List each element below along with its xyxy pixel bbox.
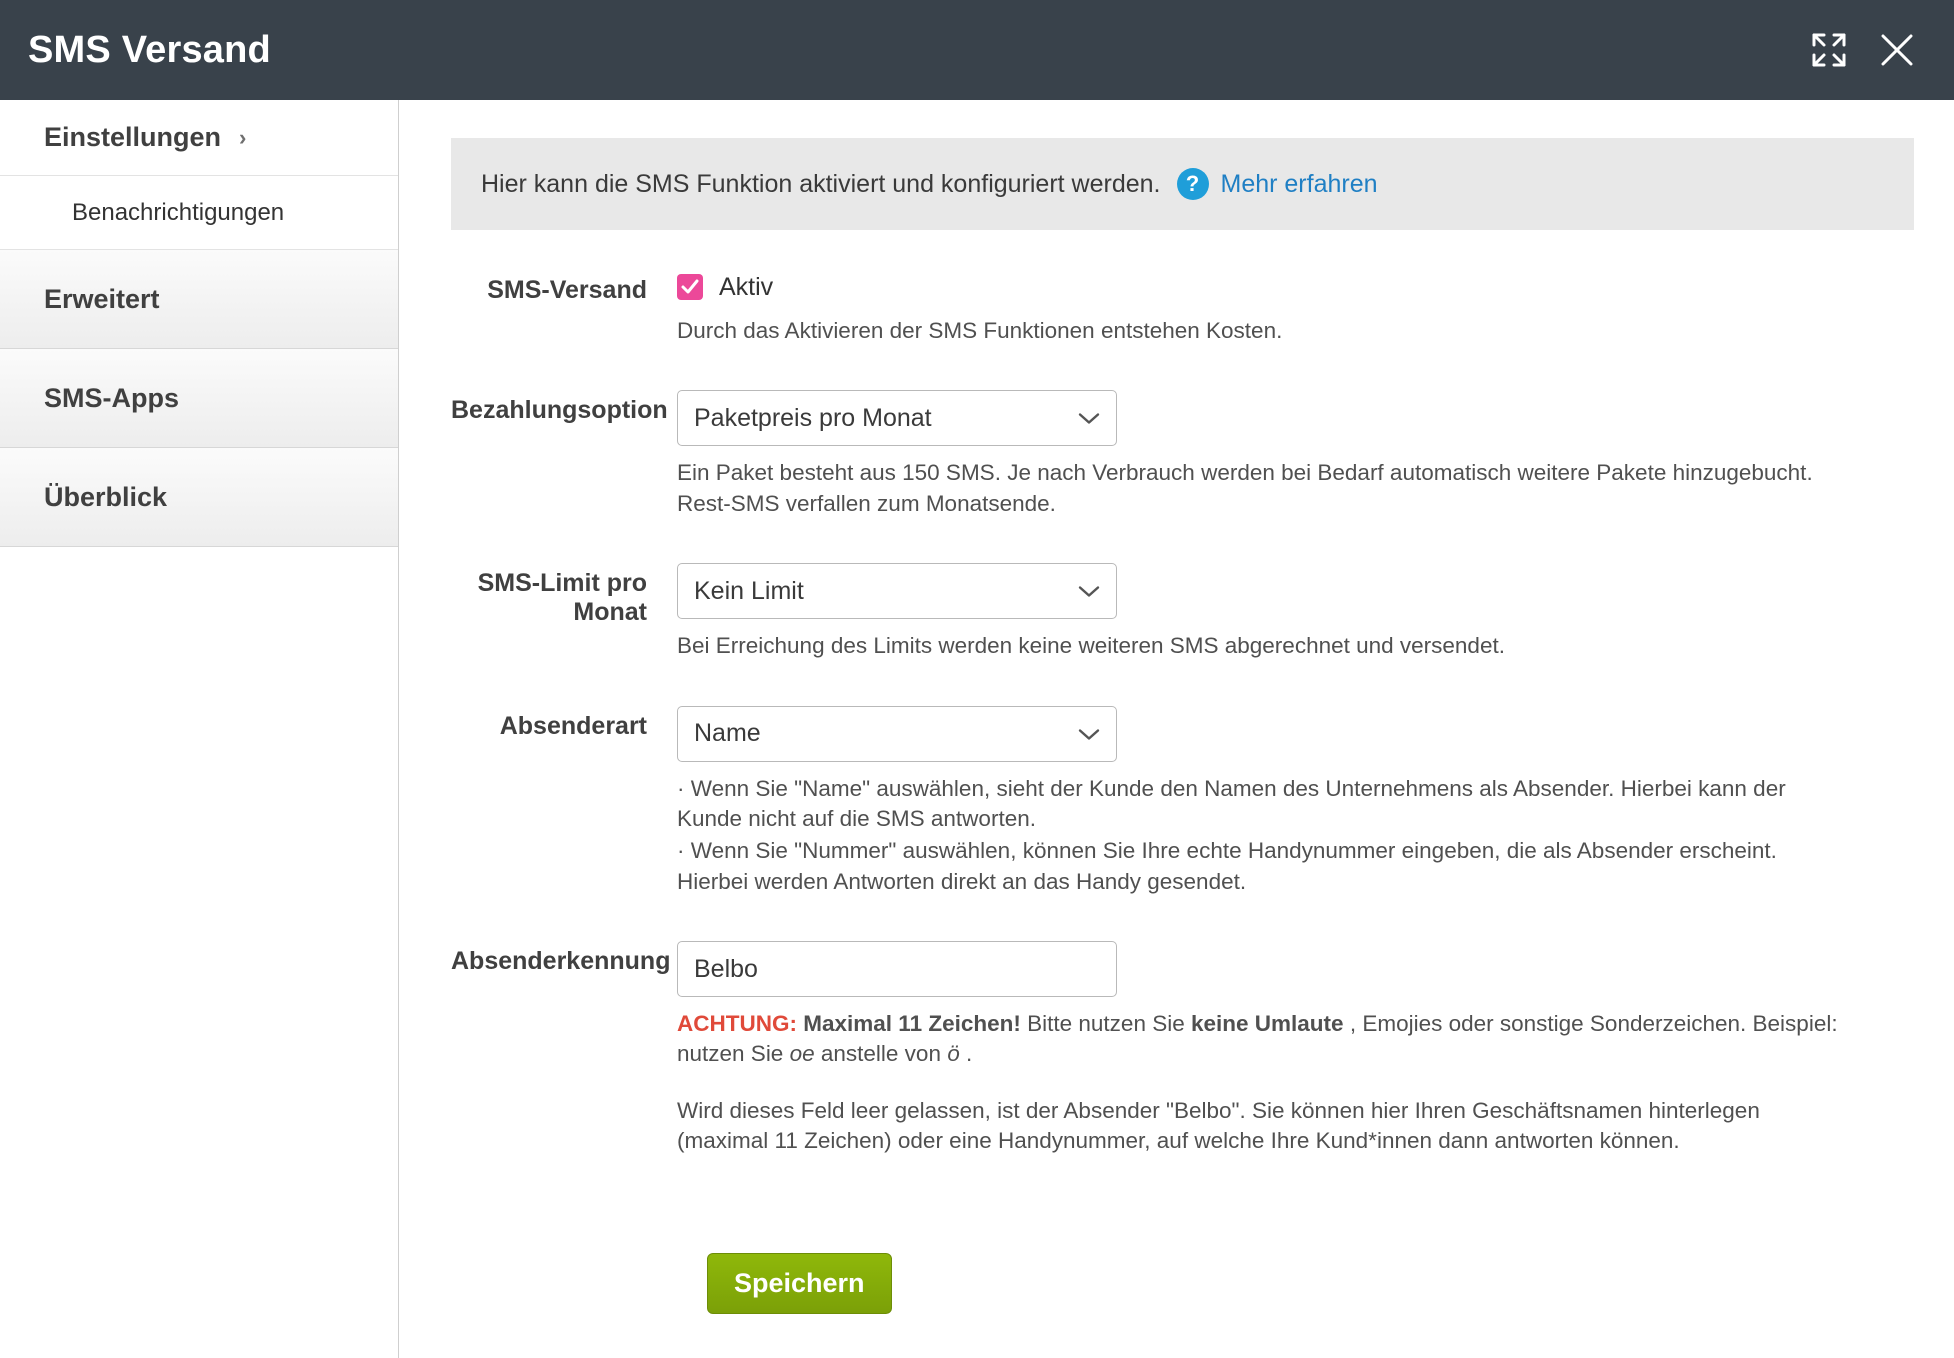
field-label: Absenderkennung <box>451 947 671 975</box>
sidebar-item-label: Benachrichtigungen <box>72 198 285 226</box>
sidebar <box>0 100 399 1358</box>
sms-limit-select[interactable] <box>677 563 1117 619</box>
spacer <box>451 529 1914 563</box>
aktiv-checkbox[interactable] <box>677 274 703 300</box>
select-value: Paketpreis pro Monat <box>694 403 932 432</box>
warning-italic-oe-umlaut: ö <box>947 1041 960 1067</box>
info-banner <box>451 138 1914 230</box>
sms-settings-form <box>451 270 1914 1314</box>
aktiv-checkbox-label: Aktiv <box>719 272 774 301</box>
expand-icon[interactable] <box>1802 23 1856 77</box>
chevron-down-icon <box>1078 577 1100 606</box>
field-label: Bezahlungsoption <box>451 396 668 425</box>
warning-end: . <box>966 1041 973 1067</box>
field-help-text-line2: · Wenn Sie "Nummer" auswählen, können Sie Ihre echte Handynummer eingeben, die als Absender erscheint. Hierbei werden Antworten direkt an das Handy gesendet. <box>677 838 1777 894</box>
absenderkennung-warning <box>677 1009 1842 1070</box>
field-help-text-line1: · Wenn Sie "Name" auswählen, sieht der Kunde den Namen des Unternehmens als Absender. Hierbei kann der Kunde nicht auf die SMS antworten. <box>677 775 1786 831</box>
chevron-right-icon: › <box>239 124 247 150</box>
field-control <box>677 270 1914 346</box>
field-sms-limit <box>451 563 1914 661</box>
select-value: Kein Limit <box>694 576 804 605</box>
spacer <box>451 356 1914 390</box>
spacer <box>451 907 1914 941</box>
warning-italic-oe: oe <box>789 1041 815 1067</box>
sidebar-group-einstellungen[interactable] <box>0 100 398 176</box>
field-control <box>677 390 1914 519</box>
field-help-text: Wird dieses Feld leer gelassen, ist der Absender "Belbo". Sie können hier Ihren Geschäftsnamen hinterlegen (maximal 11 Zeichen) oder eine Handynummer, auf welche Ihre Kund*innen dann antworten können. <box>677 1097 1760 1154</box>
mehr-erfahren-link[interactable]: Mehr erfahren <box>1220 169 1378 198</box>
warning-bold-max: Maximal 11 Zeichen! <box>803 1011 1021 1036</box>
field-sms-versand <box>451 270 1914 346</box>
chevron-down-icon <box>1078 719 1100 748</box>
save-button[interactable]: Speichern <box>707 1253 892 1314</box>
field-control <box>677 563 1914 661</box>
field-label: SMS-Limit pro Monat <box>477 569 647 627</box>
field-absenderart <box>451 706 1914 898</box>
field-control <box>677 706 1914 898</box>
field-bezahlungsoption <box>451 390 1914 519</box>
field-label: Absenderart <box>499 711 647 740</box>
warning-tail: , Emojies oder sonstige Sonderzeichen. Beispiel: nutzen Sie <box>677 1011 1838 1067</box>
sidebar-item-label: Überblick <box>44 481 168 512</box>
spacer <box>451 672 1914 706</box>
aktiv-checkbox-row <box>677 270 1914 304</box>
warning-mid: Bitte nutzen Sie <box>1027 1011 1191 1036</box>
absenderart-select[interactable] <box>677 706 1117 762</box>
page-title: SMS Versand <box>28 28 271 71</box>
sidebar-item-label: SMS-Apps <box>44 382 179 413</box>
field-help-text: Durch das Aktivieren der SMS Funktionen entstehen Kosten. <box>677 318 1283 343</box>
select-value: Name <box>694 719 761 747</box>
sidebar-item-ueberblick[interactable] <box>0 448 398 547</box>
save-row <box>451 1253 1914 1314</box>
warning-prefix: ACHTUNG: <box>677 1011 797 1036</box>
settings-content <box>399 100 1954 1358</box>
field-label: SMS-Versand <box>487 276 647 304</box>
info-banner-text: Hier kann die SMS Funktion aktiviert und konfiguriert werden. <box>481 169 1161 198</box>
bezahlungsoption-select[interactable] <box>677 390 1117 446</box>
chevron-down-icon <box>1078 404 1100 433</box>
close-icon[interactable] <box>1870 23 1924 77</box>
field-help-text: Ein Paket besteht aus 150 SMS. Je nach Verbrauch werden bei Bedarf automatisch weitere Pakete hinzugebucht. Rest-SMS verfallen zum Monatsende. <box>677 460 1813 516</box>
absenderkennung-input[interactable] <box>677 941 1117 997</box>
sidebar-group-label: Einstellungen <box>44 122 222 152</box>
sidebar-item-sms-apps[interactable] <box>0 349 398 448</box>
warning-tail2: anstelle von <box>820 1041 948 1067</box>
field-help-text: Bei Erreichung des Limits werden keine weiteren SMS abgerechnet und versendet. <box>677 633 1505 659</box>
sidebar-item-benachrichtigungen[interactable] <box>0 176 398 250</box>
sidebar-item-erweitert[interactable] <box>0 250 398 349</box>
question-mark-icon[interactable]: ? <box>1177 168 1209 200</box>
sidebar-item-label: Erweitert <box>44 283 160 314</box>
warning-bold-umlaute: keine Umlaute <box>1190 1011 1344 1036</box>
field-control <box>677 941 1914 1157</box>
modal-titlebar <box>0 0 1954 100</box>
field-absenderkennung <box>451 941 1914 1157</box>
modal-body <box>0 100 1954 1358</box>
